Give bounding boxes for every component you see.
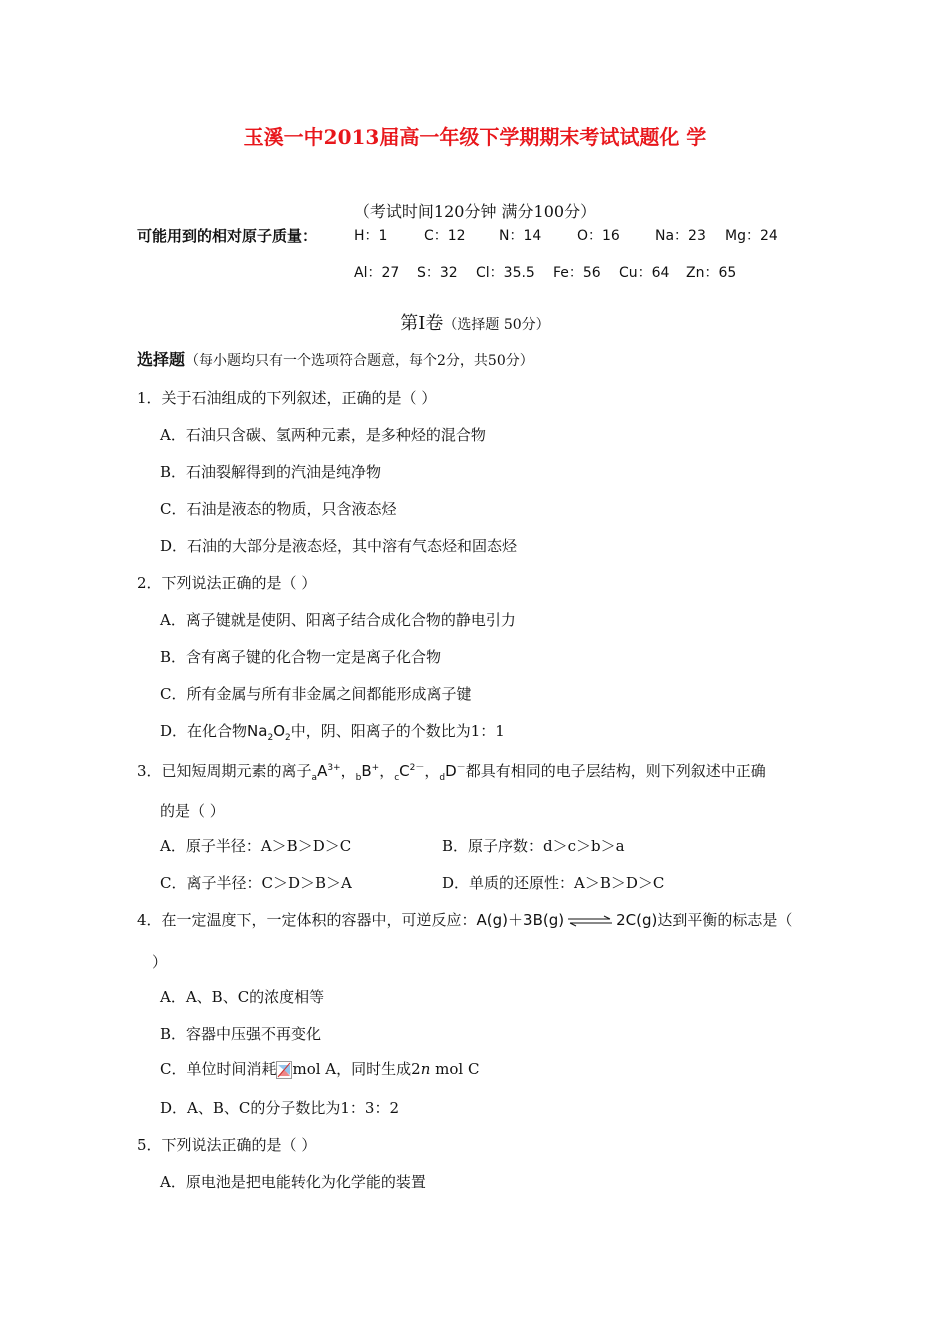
question-4-stem: 4．在一定温度下，一定体积的容器中，可逆反应：A(g)＋3B(g) 2C(g)达到平衡的标志是（ bbox=[137, 911, 793, 929]
question-3-stem: 3．已知短周期元素的离子$_aA^{3+}$，$_b$B+，$_cC^{2-}$，$_d$D－都具有相同的电子层结构，则下列叙述中正确 bbox=[137, 762, 766, 783]
question-3-stem-cont: 的是（ ） bbox=[160, 802, 225, 820]
atomic-mass-item: H：1 bbox=[354, 228, 388, 244]
question-4-stem-cont: ） bbox=[152, 953, 168, 971]
volume-title: 第Ⅰ卷 bbox=[400, 313, 444, 334]
question-2-option-a: A．离子键就是使阴、阳离子结合成化合物的静电引力 bbox=[160, 611, 516, 629]
question-1-option-b: B．石油裂解得到的汽油是纯净物 bbox=[160, 463, 382, 481]
ion-c: $_cC^{2-}$ bbox=[394, 762, 425, 783]
question-4-option-d: D．A、B、C的分子数比为1：3：2 bbox=[160, 1099, 399, 1117]
question-5-option-a: A．原电池是把电能转化为化学能的装置 bbox=[160, 1173, 426, 1191]
question-1-option-a: A．石油只含碳、氢两种元素，是多种烃的混合物 bbox=[160, 426, 486, 444]
broken-image-icon bbox=[276, 1061, 292, 1079]
atomic-mass-item: Mg：24 bbox=[725, 228, 778, 244]
question-5-stem: 5．下列说法正确的是（ ） bbox=[137, 1136, 317, 1154]
atomic-mass-item: Cu：64 bbox=[619, 265, 670, 281]
equilibrium-arrow-icon bbox=[566, 914, 614, 928]
question-2-stem: 2．下列说法正确的是（ ） bbox=[137, 574, 317, 592]
question-2-option-d bbox=[160, 721, 505, 748]
section-heading bbox=[137, 350, 534, 371]
question-3-option-d: D．单质的还原性：A＞B＞D＞C bbox=[442, 874, 665, 892]
atomic-mass-item: N：14 bbox=[499, 228, 542, 244]
atomic-mass-item: Zn：65 bbox=[686, 265, 737, 281]
exam-title: 玉溪一中2013届高一年级下学期期末考试试题化 学 bbox=[243, 125, 707, 149]
ion-a: $_aA^{3+}$ bbox=[311, 762, 341, 783]
question-2-option-c: C．所有金属与所有非金属之间都能形成离子键 bbox=[160, 685, 472, 703]
section-note: （每小题均只有一个选项符合题意，每个2分，共50分） bbox=[185, 353, 534, 369]
question-4-option-b: B．容器中压强不再变化 bbox=[160, 1025, 322, 1043]
atomic-mass-item: Al：27 bbox=[354, 265, 400, 281]
question-2-option-b: B．含有离子键的化合物一定是离子化合物 bbox=[160, 648, 442, 666]
question-4-option-a: A．A、B、C的浓度相等 bbox=[160, 988, 325, 1006]
atomic-mass-label: 可能用到的相对原子质量： bbox=[137, 227, 318, 245]
ion-d: $_d$D－ bbox=[439, 762, 466, 783]
q2d-prefix: D．在化合物 bbox=[160, 722, 248, 740]
volume-heading bbox=[0, 314, 950, 335]
equation-right: 2C(g) bbox=[616, 911, 658, 929]
question-3-option-c: C．离子半径：C＞D＞B＞A bbox=[160, 874, 352, 892]
ion-b: $_b$B+ bbox=[355, 762, 380, 783]
question-3-option-a: A．原子半径：A＞B＞D＞C bbox=[160, 837, 352, 855]
question-1-stem: 1．关于石油组成的下列叙述，正确的是（ ） bbox=[137, 389, 437, 407]
question-1-option-d: D．石油的大部分是液态烃，其中溶有气态烃和固态烃 bbox=[160, 537, 518, 555]
volume-note: （选择题 50分） bbox=[443, 317, 550, 333]
q2d-formula: $Na_2O_2$ bbox=[247, 722, 291, 743]
atomic-mass-item: O：16 bbox=[577, 228, 620, 244]
atomic-mass-item: Na：23 bbox=[655, 228, 706, 244]
question-1-option-c: C．石油是液态的物质，只含液态烃 bbox=[160, 500, 397, 518]
section-label: 选择题 bbox=[137, 350, 186, 369]
atomic-mass-item: Fe：56 bbox=[553, 265, 601, 281]
question-4-option-c: C．单位时间消耗 mol A，同时生成2n mol C bbox=[160, 1060, 480, 1078]
exam-subtitle: （考试时间120分钟 满分100分） bbox=[353, 202, 597, 221]
atomic-mass-item: C：12 bbox=[424, 228, 466, 244]
equation-left: A(g)＋3B(g) bbox=[476, 911, 565, 929]
q2d-suffix: 中，阴、阳离子的个数比为1：1 bbox=[290, 722, 505, 740]
atomic-mass-item: Cl：35.5 bbox=[476, 265, 535, 281]
question-3-option-b: B．原子序数：d＞c＞b＞a bbox=[442, 837, 625, 855]
atomic-mass-item: S：32 bbox=[417, 265, 458, 281]
